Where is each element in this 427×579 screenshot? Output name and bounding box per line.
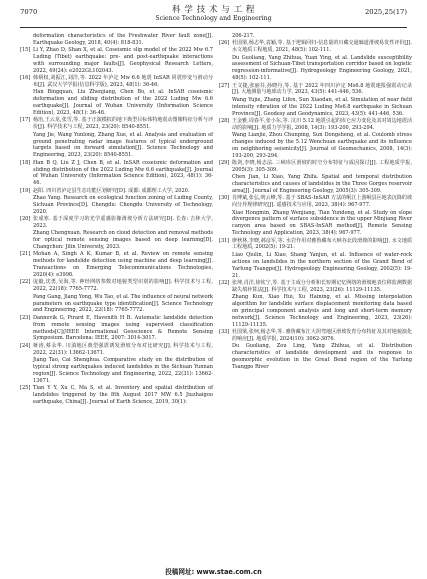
reference-item xyxy=(219,55,412,83)
issue-info: 2025,25(17) xyxy=(364,8,407,16)
reference-item xyxy=(219,33,412,40)
reference-item xyxy=(20,230,213,251)
reference-text: 张成寒. 基于深度学习的光学遥感影像滑坡分析方法研究[D]. 长春: 吉林大学, 2023. xyxy=(33,216,213,229)
reference-text: Li Y, Zhao D, Shan X, et al. Coseismic slip model of the 2022 Mw 6.7 Luding (Tibet) earthquake: pre- and post-earthquake interactions with surrounding major faults[J]. Geophysical Research Letters, 2022, 49(24): e2022GL102043. xyxy=(33,47,213,74)
reference-item xyxy=(20,357,213,385)
reference-text: 王金雅,周春平,张小东,等. 汶川 5.12 地震引起的库仑应力变化及其对周边地震活动的影响[J]. 地质力学学报, 2008, 14(3): 193-200, 293-294. xyxy=(232,117,412,131)
journal-title-cn: 科 学 技 术 与 工 程 xyxy=(171,5,256,15)
reference-item xyxy=(20,75,213,89)
header-rule xyxy=(20,27,407,28)
references-right-column xyxy=(219,33,412,371)
reference-text: 赵阳. 四川省泸定县生态功能区划研究[D]. 成都: 成都理工大学, 2020. xyxy=(33,187,190,194)
reference-item xyxy=(219,118,412,132)
page-number: 7070 xyxy=(20,8,38,16)
reference-text: Zhang Kun, Xiao Hui, Xu Haining, et al. Missing interpolation algorithm for landslide surface displacement monitoring data based on principal component analysis and long and short-term memory network[J]. Science Technology and Engineering, 2023, 23(26): 11129-11135. xyxy=(232,294,412,328)
reference-number: [24] xyxy=(20,342,31,349)
reference-item xyxy=(219,160,412,174)
footer-url: 投稿网址: www.stae.com.cn xyxy=(165,568,262,576)
reference-text: Zhang Chengxuan. Research on cloud detection and removal methods for optical remote sensing images based on deep learning[D]. Changchun: Jilin University, 2023. xyxy=(33,230,213,251)
reference-text: Du Guoliang, Zou Ling, Yang Zhihua, et al. Distribution characteristics of landslide development and its response to geomorphic evolution in the Great Bend region of the Yarlung Tsangpo River xyxy=(232,343,412,370)
reference-text: Han B Q, Liu Z J, Chen B, et al. InSAR coseismic deformation and sliding distribution of the 2022 Luding Mw 6.6 earthquake[J]. Journal of Wuhan University (Information Science Edition), 2023, 48(1): 36-46. xyxy=(33,159,213,187)
reference-item xyxy=(219,174,412,195)
reference-item xyxy=(219,294,412,329)
reference-number: [30] xyxy=(219,195,230,202)
reference-item xyxy=(219,97,412,118)
reference-text: 杜国梁,杨志华,袁颖,等. 基于逻辑回归-信息量的川藏交通廊道滑坡易发性评价[J]. 水文地质工程地质, 2021, 48(5): 102-111. xyxy=(232,40,412,54)
reference-item xyxy=(219,238,412,252)
reference-text: 206-217. xyxy=(232,33,255,39)
reference-text: Mohan A, Singh A K, Kumar B, et al. Review on remote sensing methods for landslide detection using machine and deep learning[J]. Transactions on Emerging Telecommunications Technologies, 2020(4): e3998. xyxy=(33,251,213,279)
reference-number: [15] xyxy=(20,47,31,54)
reference-item xyxy=(219,83,412,97)
reference-item xyxy=(219,280,412,294)
reference-text: Jiang Tao, Cai Shenghua. Comparative study on the distribution of typical strong earthquakes induced landslides in the Sichuan Yunnan region[J]. Science Technology and Engineering, 2022, 22(31): 13662-13671. xyxy=(33,356,213,384)
reference-number: [21] xyxy=(20,251,31,258)
reference-text: Pang Gang, Jiang Yong, Wu Tao, et al. The influence of neural network parameters on earthquake type identification[J]. Science Technology and Engineering, 2022, 22(18): 7765-7772. xyxy=(33,293,213,314)
reference-text: 杜国梁,张柯,杨志华,等. 雅鲁藏布江大拐弯地区滑坡发育分布特征及其对地貌演化的响应[J]. 地质学报, 2024(10): 3062-3076. xyxy=(232,328,412,342)
reference-item xyxy=(20,188,213,195)
reference-text: 张坤,肖洋,徐钦宁,等. 基于主成分分析和长短期记忆网络的滑坡地表位移监测数据缺失填补算法[J]. 科学技术与工程, 2023, 23(26): 11129-11135. xyxy=(232,279,412,293)
reference-item xyxy=(219,252,412,280)
reference-text: 杨治,王云龙,张雪,等. 基于正演模拟的地下典型目标体特地震动图像特征分析与评价[J]. 科学技术与工程, 2023, 23(20): 8540-8551. xyxy=(33,117,213,131)
reference-item xyxy=(20,132,213,160)
reference-number: [22] xyxy=(20,279,31,286)
reference-item xyxy=(219,329,412,343)
reference-text: 肖博斌,张弘,明云峰,等. 基于 SBAS-InSAR 方法的岷江上游岷县区地表沉降的坡向分异规律研究[J]. 遥感技术与应用, 2023, 38(4): 967-977. xyxy=(232,195,412,209)
reference-text: Han Bingquan, Liu Zhenjiang, Chen Bo, et al. InSAR coseismic deformation and sliding distribution of the 2022 Luding Mw 6.6 earthquake[J]. Journal of Wuhan University (Information Science Edition), 2023, 48(1): 36-46. xyxy=(33,89,213,117)
reference-text: Chen Jian, Li Xiao, Yang Zhifa. Spatial and temporal distribution characteristics and causes of landslides in the Three Gorges reservoir area[J]. Journal of Engineering Geology, 2005(3): 305-309. xyxy=(232,174,412,195)
reference-number: [19] xyxy=(20,187,31,194)
reference-number: [17] xyxy=(20,117,31,124)
reference-number: [23] xyxy=(20,314,31,321)
reference-text: Dannevik G, Pirard E, Havenith H B. Automatic landslide detection from remote sensing images using supervised classification methods[C]//IEEE International Geoscience & Remote Sensing Symposium. Barcelona: IEEE, 2007: 3014-3017. xyxy=(33,314,213,342)
reference-item xyxy=(20,33,213,47)
reference-number: [25] xyxy=(20,384,31,391)
reference-text: Tian Y Y, Xu C, Ma S, et al. Inventory and spatial distribution of landslides triggered by the 8th August 2017 MW 6.5 Jiuzhaigou earthquake, China[J]. Journal of Earth Science, 2019, 30(1): xyxy=(33,384,213,405)
reference-text: 蒋涛,蔡永华. 川滇地区典型强震诱发滑坡分布对比研究[J]. 科学技术与工程, 2022, 22(31): 13662-13671. xyxy=(33,342,213,356)
reference-item xyxy=(20,251,213,279)
reference-number: [32] xyxy=(219,279,230,286)
reference-text: 韩炳权,刘振江,刘洋,等. 2022 年泸定 Mw 6.6 地震 InSAR 同震形变与滑动分布[J]. 武汉大学学报(信息科学版), 2023, 48(1): 36-46. xyxy=(33,75,213,89)
reference-item xyxy=(219,40,412,54)
reference-item xyxy=(219,343,412,371)
reference-text: Zhao Yang. Research on ecological function zoning of Luding County, Sichuan Province[D]. Chengdu: Chengdu University of Technology, 2020. xyxy=(33,194,213,215)
reference-item xyxy=(20,195,213,216)
journal-title-en: Science Technology and Engineering xyxy=(155,15,272,22)
reference-number: [16] xyxy=(20,75,31,82)
reference-item xyxy=(20,294,213,315)
references-left-column xyxy=(20,33,213,406)
reference-text: Wang Lianjie, Zhou Chunping, Sun Dongsheng, et al. Coulomb stress changes induced by the 5.12 Wenchuan earthquake and its influence on neighboring seismicity[J]. Journal of Geomechanics, 2008, 14(3): 193-200, 293-294. xyxy=(232,132,412,159)
reference-text: deformation characteristics of the Freshwater River fault zone[J]. Earthquake Geology, 2018, 40(4): 818-831. xyxy=(33,33,213,46)
reference-text: Xiao Hongmin, Zhang Wenjiang, Tian Yundong, et al. Study on slope divergence pattern of surface subsidence in the upper Minjiang River canyon area based on SBAS-InSAR method[J]. Remote Sensing Technology and Application, 2023, 38(4): 967-977. xyxy=(232,209,412,237)
reference-number: [33] xyxy=(219,328,230,335)
reference-item xyxy=(20,117,213,131)
reference-text: Yang Jie, Wang Yunlong, Zhang Xue, et al. Analysis and evaluation of ground penetrating radar image features of typical underground targets based on forward simulation[J]. Science Technology and Engineering, 2023, 23(20): 8540-8551. xyxy=(33,131,213,159)
reference-item xyxy=(219,132,412,160)
reference-item xyxy=(20,216,213,230)
reference-number: [20] xyxy=(20,216,31,223)
reference-number: [29] xyxy=(219,160,230,167)
reference-item xyxy=(20,385,213,406)
reference-item xyxy=(20,343,213,357)
reference-number: [31] xyxy=(219,237,230,244)
reference-text: 廖秋林,李晓,郝彦军,等. 水岩作用对雅鲁藏布大峡谷北段滑坡的影响[J]. 水文地质工程地质, 2002(5): 19-21. xyxy=(232,237,412,251)
reference-item xyxy=(20,315,213,343)
page-header xyxy=(0,0,427,30)
reference-item xyxy=(219,195,412,209)
reference-item xyxy=(20,89,213,117)
reference-item xyxy=(20,47,213,75)
reference-text: 王文捷,张丽芬,孙晓丹,等. 基于 2022 年四川泸定 Ms6.8 地震速报强震动记录[J]. 大地测量与地球动力学, 2023, 43(5): 441-446, 536. xyxy=(232,82,412,96)
reference-text: 陈剑,李晓,杨志法. 三峡库区滑坡的时空分布特征与成因探讨[J]. 工程地质学报, 2005(3): 305-309. xyxy=(232,160,412,173)
reference-text: 庞毅,沈勇,吴海,等. 神经网络参数对地貌类型识别的影响[J]. 科学技术与工程, 2022, 22(18): 7765-7772. xyxy=(33,279,213,293)
reference-text: Du Guoliang, Yang Zhihua, Yuan Ying, et al. Landslide susceptibility assessment of Sichuan-Tibet transportation corridor based on logistic regression-informative[J]. Hydrogeology Engineering Geology, 2021, 48(5): 102-111. xyxy=(232,54,412,82)
reference-number: [27] xyxy=(219,82,230,89)
reference-item xyxy=(20,160,213,188)
reference-text: Liao Qiulin, Li Xiao, Shang Yanjun, et al. Influence of water-rock actions on landslides in the northern section of the Grand Bend of Yarlung Tsangpo[J]. Hydrogeology Engineering Geology, 2002(5): 19-21. xyxy=(232,251,412,279)
reference-number: [26] xyxy=(219,40,230,47)
reference-item xyxy=(219,210,412,238)
reference-number: [28] xyxy=(219,117,230,124)
reference-number: [18] xyxy=(20,159,31,166)
reference-text: Wang Yujie, Zhang Lifen, Sun Xiaodan, et al. Simulation of near field intensity vibration of the 2022 Luding Ms6.8 earthquake in Sichuan Province[J]. Geodesy and Geodynamics, 2023, 43(5): 441-446, 536. xyxy=(232,96,412,117)
reference-item xyxy=(20,279,213,293)
